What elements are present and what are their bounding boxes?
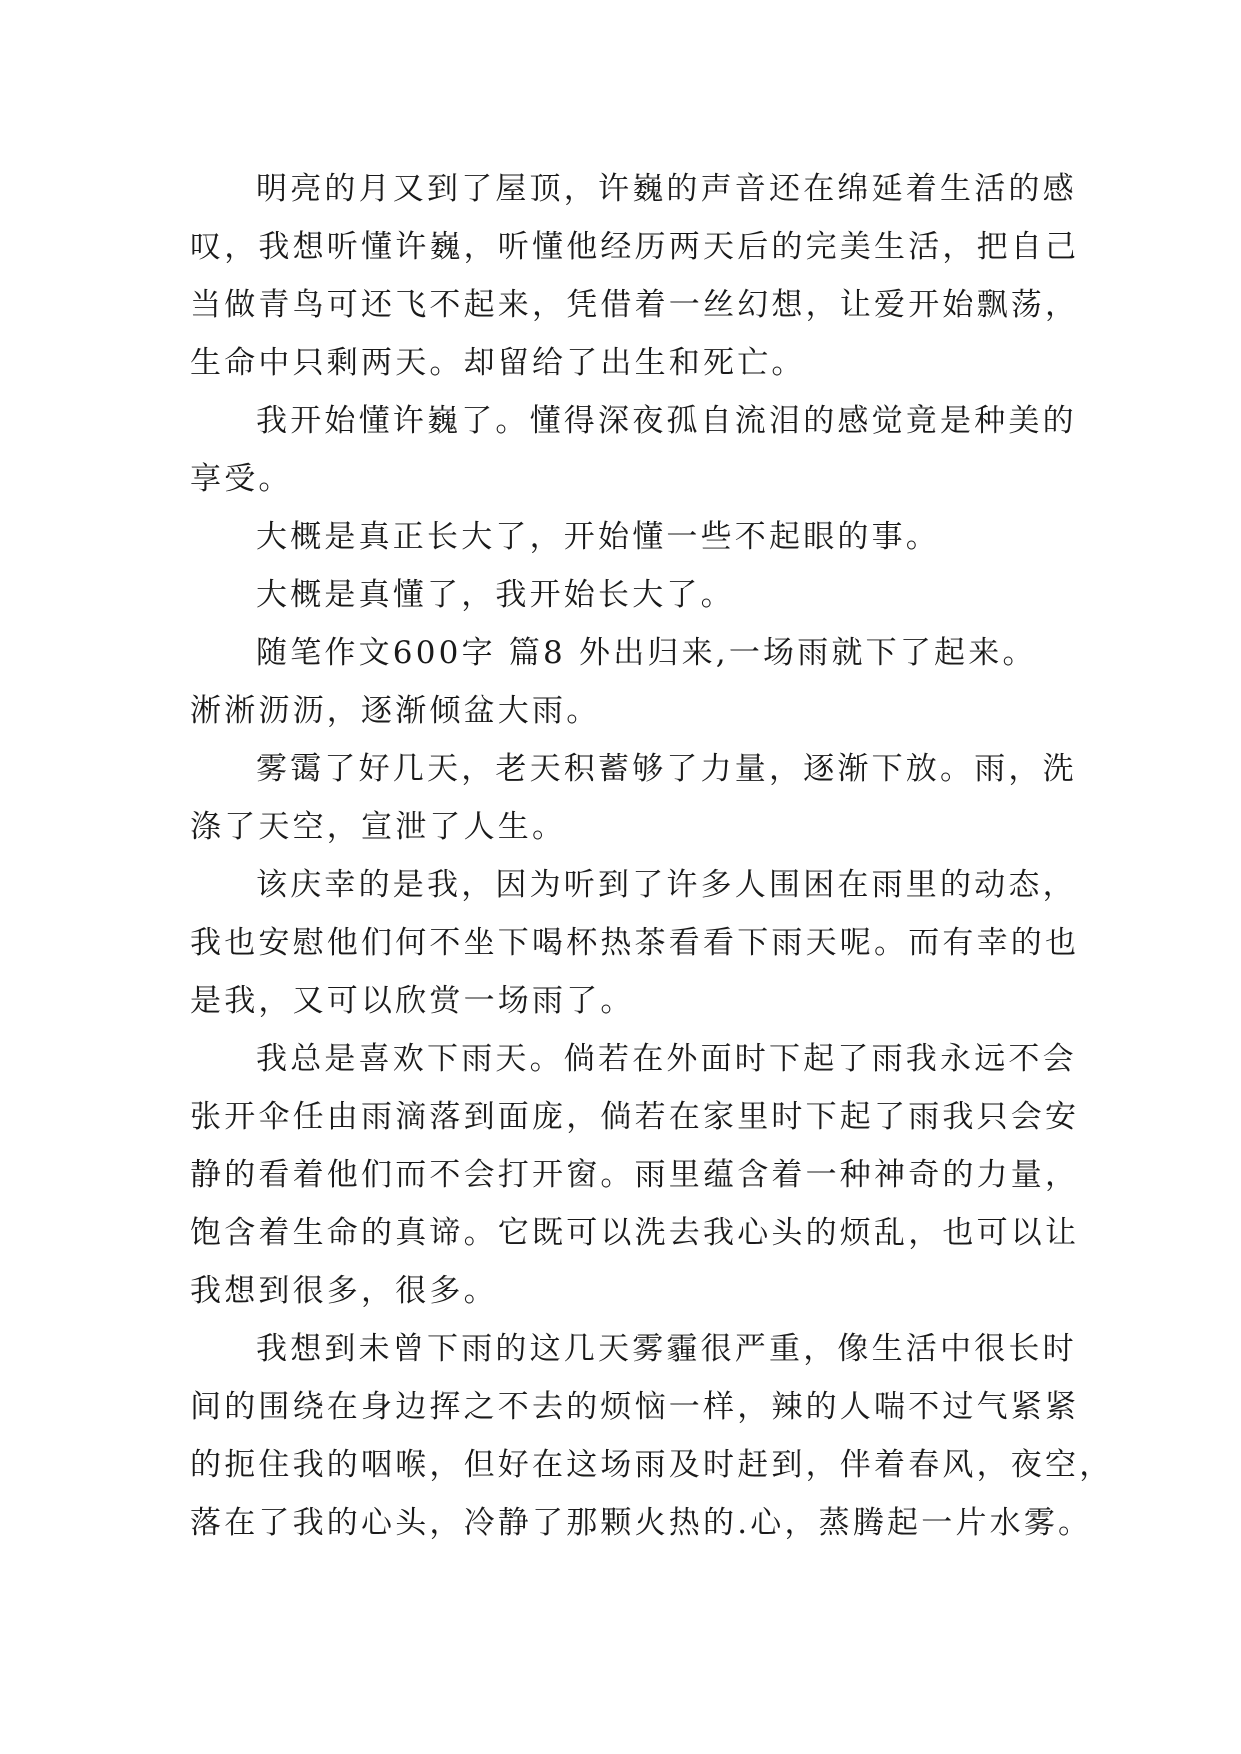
text-line: 当做青鸟可还飞不起来，凭借着一丝幻想，让爱开始飘荡， [190, 287, 1080, 323]
text-line: 明亮的月又到了屋顶，许巍的声音还在绵延着生活的感 [256, 171, 1077, 207]
text-line: 我想到未曾下雨的这几天雾霾很严重，像生活中很长时 [256, 1331, 1077, 1367]
text-line: 张开伞任由雨滴落到面庞，倘若在家里时下起了雨我只会安 [190, 1099, 1080, 1135]
text-line: 该庆幸的是我，因为听到了许多人围困在雨里的动态， [256, 867, 1077, 903]
text-line: 随笔作文600字 篇8 外出归来,一场雨就下了起来。 [256, 635, 1037, 671]
text-line: 间的围绕在身边挥之不去的烦恼一样，辣的人喘不过气紧紧 [190, 1389, 1080, 1425]
document-body [190, 160, 1114, 1552]
text-line: 涤了天空，宣泄了人生。 [190, 809, 567, 845]
text-line: 叹，我想听懂许巍，听懂他经历两天后的完美生活，把自己 [190, 229, 1080, 265]
text-line: 落在了我的心头，冷静了那颗火热的.心，蒸腾起一片水雾。 [190, 1505, 1093, 1541]
text-line: 静的看着他们而不会打开窗。雨里蕴含着一种神奇的力量， [190, 1157, 1080, 1193]
text-line: 我也安慰他们何不坐下喝杯热茶看看下雨天呢。而有幸的也 [190, 925, 1080, 961]
text-line: 是我，又可以欣赏一场雨了。 [190, 983, 635, 1019]
text-line: 雾霭了好几天，老天积蓄够了力量，逐渐下放。雨，洗 [256, 751, 1077, 787]
text-line: 淅淅沥沥，逐渐倾盆大雨。 [190, 693, 601, 729]
text-line: 大概是真懂了，我开始长大了。 [256, 577, 735, 613]
text-line: 饱含着生命的真谛。它既可以洗去我心头的烦乱，也可以让 [190, 1215, 1080, 1251]
text-line: 我开始懂许巍了。懂得深夜孤自流泪的感觉竟是种美的 [256, 403, 1077, 439]
text-line: 我总是喜欢下雨天。倘若在外面时下起了雨我永远不会 [256, 1041, 1077, 1077]
text-line: 生命中只剩两天。却留给了出生和死亡。 [190, 345, 806, 381]
text-line: 的扼住我的咽喉，但好在这场雨及时赶到，伴着春风，夜空， [190, 1447, 1114, 1483]
text-line: 享受。 [190, 461, 293, 497]
text-line: 大概是真正长大了，开始懂一些不起眼的事。 [256, 519, 940, 555]
text-line: 我想到很多，很多。 [190, 1273, 498, 1309]
